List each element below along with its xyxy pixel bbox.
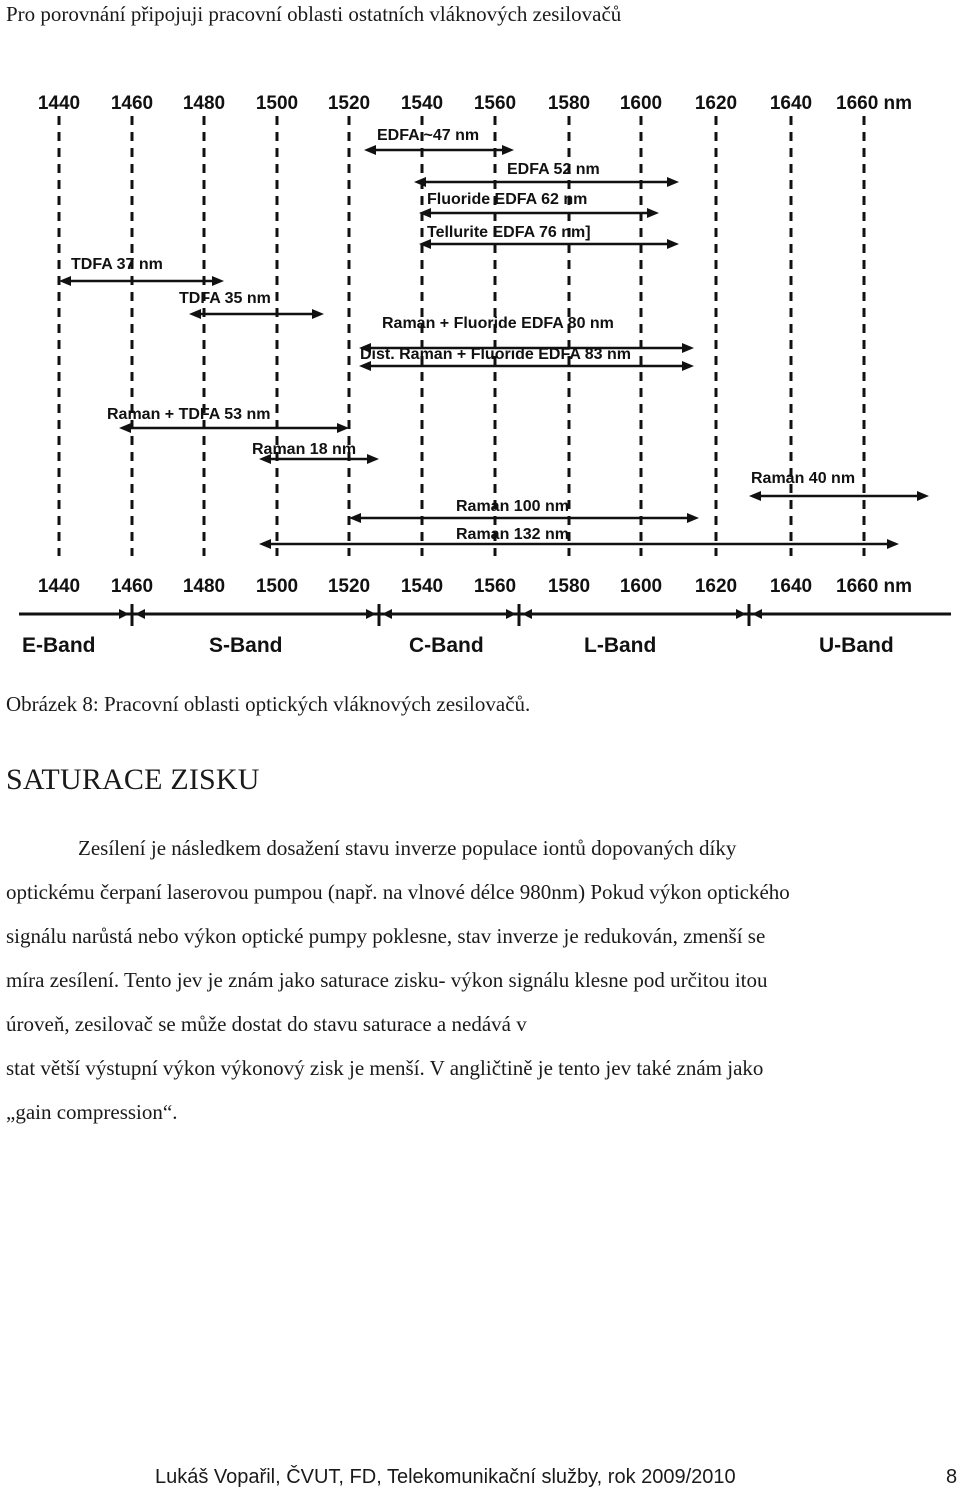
paragraph-line: Zesílení je následkem dosažení stavu inverze populace iontů dopovaných díky	[78, 836, 737, 860]
band-label: L-Band	[584, 634, 657, 657]
band-label: U-Band	[819, 634, 894, 657]
tick-label: 1540	[400, 576, 444, 597]
amplifier-label: Tellurite EDFA 76 nm]	[427, 224, 591, 241]
amplifier-label: TDFA 35 nm	[179, 290, 271, 307]
amplifier-range	[252, 441, 379, 464]
amplifier-label: Raman + TDFA 53 nm	[107, 406, 271, 423]
tick-label: 1620	[694, 93, 738, 114]
amplifier-range	[259, 526, 899, 549]
amplifier-label: Raman 132 nm	[456, 526, 569, 543]
band-label: S-Band	[209, 634, 283, 657]
tick-label: 1520	[327, 93, 371, 114]
tick-label: 1600	[619, 93, 663, 114]
tick-label: 1480	[182, 576, 226, 597]
amplifier-range	[419, 191, 659, 218]
amplifier-range	[414, 161, 679, 187]
band-label: E-Band	[22, 634, 96, 657]
bottom-wavelength-axis	[38, 576, 912, 597]
body-paragraph	[6, 826, 951, 1134]
page-number: 8	[946, 1466, 958, 1488]
amplifier-bands-diagram	[19, 86, 951, 662]
amplifier-label: Raman 18 nm	[252, 441, 357, 458]
tick-label: 1660 nm	[836, 576, 913, 597]
tick-label: 1440	[37, 576, 81, 597]
tick-label: 1460	[110, 576, 154, 597]
tick-label: 1580	[547, 93, 591, 114]
tick-label: 1560	[473, 93, 517, 114]
paragraph-line: úroveň, zesilovač se může dostat do stavu saturace a nedává v	[6, 1012, 527, 1036]
top-wavelength-axis	[38, 93, 912, 114]
amplifier-range	[349, 498, 699, 523]
tick-label: 1640	[769, 93, 813, 114]
paragraph-line: stat větší výstupní výkon výkonový zisk je menší. V angličtině je tento jev také znám jako	[6, 1056, 764, 1080]
amplifier-range	[179, 290, 324, 319]
amplifier-range	[107, 406, 349, 433]
amplifier-label: Dist. Raman + Fluoride EDFA 83 nm	[360, 346, 632, 363]
intro-text: Pro porovnání připojuji pracovní oblasti ostatních vláknových zesilovačů	[6, 2, 622, 26]
tick-label: 1460	[110, 93, 154, 114]
amplifier-label: Fluoride EDFA 62 nm	[427, 191, 588, 208]
tick-label: 1520	[327, 576, 371, 597]
amplifier-label: EDFA 52 nm	[507, 161, 600, 178]
tick-label: 1560	[473, 576, 517, 597]
amplifier-label: TDFA 37 nm	[71, 256, 163, 273]
amplifier-range	[359, 346, 694, 371]
amplifier-range	[749, 470, 929, 501]
amplifier-label: EDFA ~47 nm	[377, 127, 480, 144]
figure-caption: Obrázek 8: Pracovní oblasti optických vláknových zesilovačů.	[6, 692, 531, 716]
tick-label: 1660 nm	[836, 93, 913, 114]
amplifier-bands-figure	[19, 86, 951, 662]
paragraph-line: signálu narůstá nebo výkon optické pumpy poklesne, stav inverze je redukován, zmenší se	[6, 924, 766, 948]
paragraph-line: „gain compression“.	[6, 1100, 178, 1124]
section-heading: SATURACE ZISKU	[6, 763, 260, 796]
tick-label: 1440	[37, 93, 81, 114]
amplifier-range	[364, 127, 514, 155]
tick-label: 1540	[400, 93, 444, 114]
amplifier-label: Raman 100 nm	[456, 498, 569, 515]
page-footer: Lukáš Vopařil, ČVUT, FD, Telekomunikační služby, rok 2009/2010	[155, 1466, 736, 1488]
tick-label: 1500	[255, 576, 299, 597]
tick-label: 1480	[182, 93, 226, 114]
amplifier-label: Raman 40 nm	[751, 470, 856, 487]
tick-label: 1640	[769, 576, 813, 597]
band-label: C-Band	[409, 634, 484, 657]
tick-label: 1500	[255, 93, 299, 114]
tick-label: 1620	[694, 576, 738, 597]
paragraph-line: optickému čerpaní laserovou pumpou (např. na vlnové délce 980nm) Pokud výkon optického	[6, 880, 790, 904]
tick-label: 1580	[547, 576, 591, 597]
band-axis	[19, 604, 951, 657]
amplifier-label: Raman + Fluoride EDFA 80 nm	[382, 315, 614, 332]
tick-label: 1600	[619, 576, 663, 597]
amplifier-range	[59, 256, 224, 286]
paragraph-line: míra zesílení. Tento jev je znám jako saturace zisku- výkon signálu klesne pod určitou itou	[6, 968, 768, 992]
